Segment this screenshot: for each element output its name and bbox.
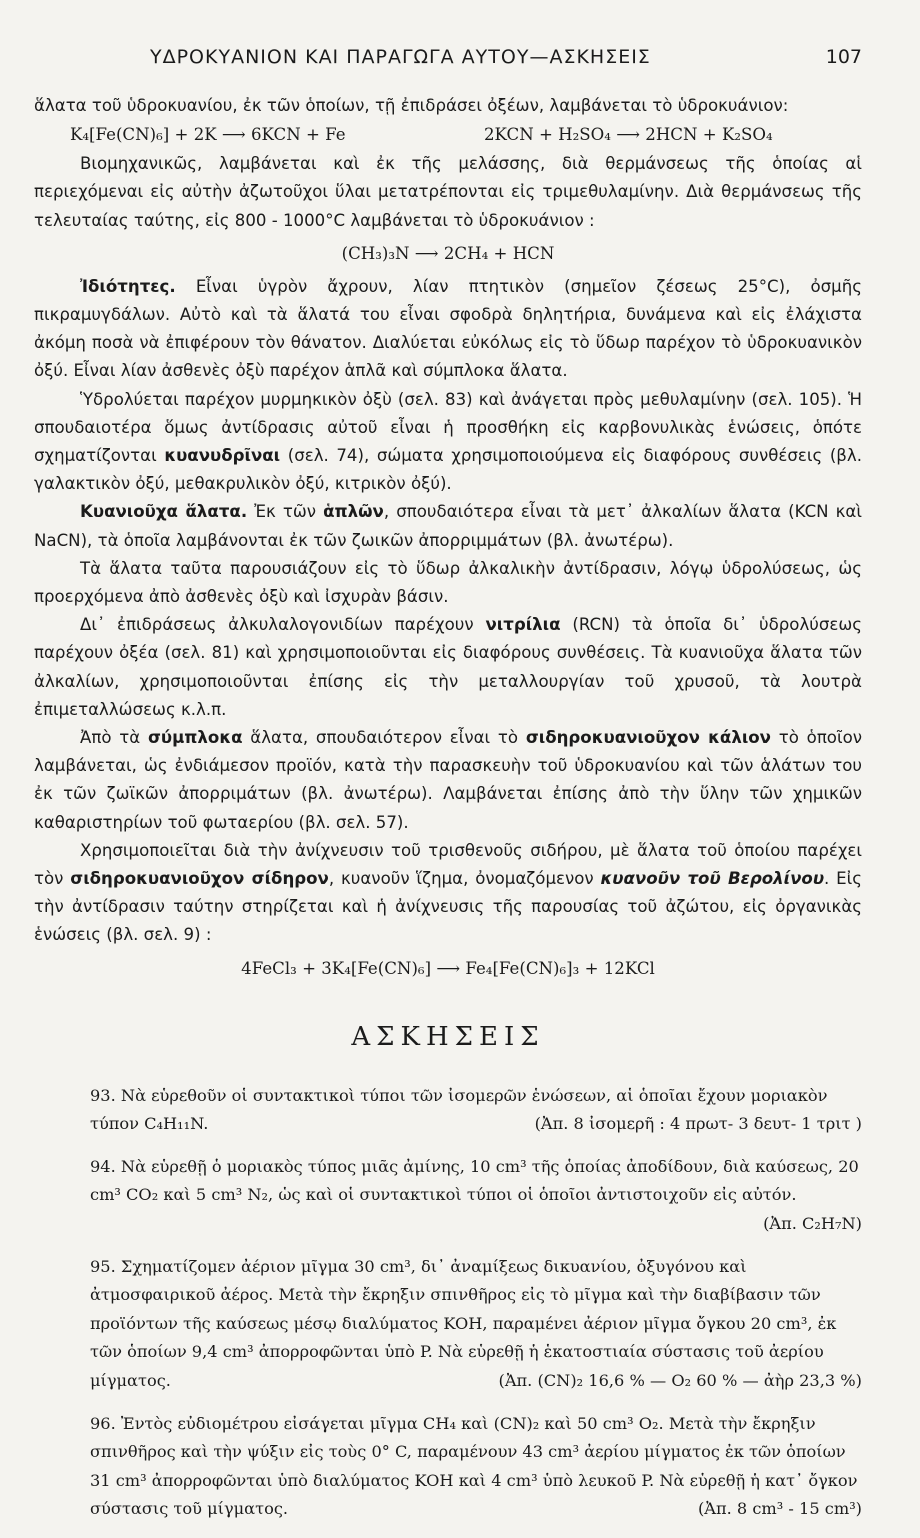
berlin-blue-term: κυανοῦν τοῦ Βερολίνου [600,869,825,889]
exercise-number: 93. [90,1085,116,1105]
exercise-answer: (Ἀπ. C₂H₇N) [763,1214,862,1234]
cyanide-text-b: , σπουδαιότερα εἶναι τὰ μετ᾽ ἀλκαλίων ἅλατα (KCN καὶ NaCN), τὰ ὁποῖα λαμβάνονται ἐκ τῶν ζωικῶν ἀπορριμμάτων (βλ. ἀνωτέρω). [34,502,862,550]
simple-term: ἁπλῶν [323,502,384,522]
exercise-number: 96. [90,1413,116,1433]
exercise-item [34,1410,862,1524]
complex-text-c: τὸ ὁποῖον λαμβάνεται, ὡς ἐνδιάμεσον προϊόν, κατὰ τὴν παρασκευὴν τοῦ ὑδροκυανίου καὶ τῶν ἁλάτων του ἐκ τῶν ζωϊκῶν ἀπορριμάτων (βλ. ἀνωτέρω). Λαμβάνεται ἐπίσης ἀπὸ τὴν ὕλην τῶν χημικῶν καθαριστηρίων τοῦ φωταερίου (βλ. σελ. 57). [34,728,862,832]
exercise-item [34,1253,862,1396]
hydrolysis-text-a: Ὑδρολύεται παρέχον μυρμηκικὸν ὀξὺ (σελ. 83) καὶ ἀνάγεται πρὸς μεθυλαμίνην (σελ. 105). Ἡ σπουδαιοτέρα ὅμως ἀντίδρασις αὐτοῦ εἶναι ἡ προσθήκη εἰς καρβονυλικὰς ἑνώσεις, ὁπότε σχηματίζονται [34,389,862,466]
iron-detection-paragraph [34,837,862,950]
complex-term: σύμπλοκα [147,728,243,748]
exercise-text: Ἐντὸς εὐδιομέτρου εἰσάγεται μῖγμα CH₄ καὶ (CN)₂ καὶ 50 cm³ O₂. Μετὰ τὴν ἔκρηξιν σπινθῆρος καὶ τὴν ψύξιν εἰς τοὺς 0° C, παραμένουν 43 cm³ ἀερίου μίγματος ἐκ τῶν ὁποίων 31 cm³ ἀπορροφῶνται ὑπὸ διαλύματος KOH καὶ 4 cm³ ὑπὸ λευκοῦ P. Νὰ εὑρεθῇ ἡ κατ᾽ ὄγκον σύστασις τοῦ μίγματος. [90,1413,858,1519]
exercises-heading: ΑΣΚΗΣΕΙΣ [351,1021,545,1052]
cyanide-text-a: Ἐκ τῶν [247,502,324,522]
complex-text-b: ἅλατα, σπουδαιότερον εἶναι τὸ [242,728,526,748]
cyanide-salts-paragraph [34,498,862,554]
salt-hydrolysis-paragraph: Τὰ ἅλατα ταῦτα παρουσιάζουν εἰς τὸ ὕδωρ ἀλκαλικὴν ἀντίδρασιν, λόγῳ ὑδρολύσεως, ὡς προερχόμενα ἀπὸ ἀσθενὲς ὀξὺ καὶ ἰσχυρὰν βάσιν. [34,558,862,607]
use-text-b: , κυανοῦν ἵζημα, ὀνομαζόμενον [328,869,601,889]
nitriles-term: νιτρίλια [485,615,561,635]
exercise-text: Νὰ εὑρεθῇ ὁ μοριακὸς τύπος μιᾶς ἀμίνης, 10 cm³ τῆς ὁποίας ἀποδίδουν, διὰ καύσεως, 20 cm³ CO₂ καὶ 5 cm³ N₂, ὡς καὶ οἱ συντακτικοὶ τύποι οἱ ὁποῖοι ἀντιστοιχοῦν εἰς αὐτόν. [90,1156,859,1205]
exercise-answer: (Ἀπ. 8 ἰσομερῆ : 4 πρωτ- 3 δευτ- 1 τριτ ) [534,1114,862,1134]
equation-sulfuric: 2KCN + H₂SO₄ ⟶ 2HCN + K₂SO₄ [484,125,773,145]
cyanide-salts-label: Κυανιοῦχα ἅλατα. [80,502,248,522]
equation-row-1 [34,120,862,150]
exercise-text: Σχηματίζομεν ἀέριον μῖγμα 30 cm³, δι᾽ ἀναμίξεως δικυανίου, ὀξυγόνου καὶ ἀτμοσφαιρικοῦ ἀέρος. Μετὰ τὴν ἔκρηξιν σπινθῆρος εἰς τὸ μῖγμα καὶ τὴν διαβίβασιν τῶν προϊόντων τῆς καύσεως μέσῳ διαλύματος KOH, παραμένει ἀέριον μῖγμα ὄγκου 20 cm³, ἐκ τῶν ὁποίων 9,4 cm³ ἀπορροφῶνται ὑπὸ P. Νὰ εὑρεθῇ ἡ ἑκατοστιαία σύστασις τοῦ ἀερίου μίγματος. [90,1256,837,1391]
running-title: ΥΔΡΟΚΥΑΝΙΟΝ ΚΑΙ ΠΑΡΑΓΩΓΑ ΑΥΤΟΥ—ΑΣΚΗΣΕΙΣ [150,46,651,68]
complex-salts-paragraph [34,724,862,837]
ferrocyanide-term: σιδηροκυανιοῦχον κάλιον [525,728,771,748]
exercise-number: 95. [90,1256,116,1276]
exercise-answer: (Ἀπ. (CN)₂ 16,6 % — O₂ 60 % — ἀὴρ 23,3 %) [498,1371,862,1391]
prussian-term: σιδηροκυανιοῦχον σίδηρον [70,869,329,889]
properties-label: Ἰδιότητες. [80,276,176,296]
page-body [34,92,862,1538]
equation-ferrocyanide: K₄[Fe(CN)₆] + 2K ⟶ 6KCN + Fe [70,125,346,145]
use-text-a: Χρησιμοποιεῖται διὰ τὴν ἀνίχνευσιν τοῦ τρισθενοῦς σιδήρου, μὲ ἅλατα τοῦ ὁποίου παρέχει τὸν [34,840,862,889]
industrial-paragraph: Βιομηχανικῶς, λαμβάνεται καὶ ἐκ τῆς μελάσσης, διὰ θερμάνσεως τῆς ὁποίας αἱ περιεχόμεναι εἰς αὐτὴν ἀζωτοῦχοι ὕλαι μετατρέπονται εἰς τριμεθυλαμίνην. Διὰ θερμάνσεως τῆς τελευταίας ταύτης, εἰς 800 - 1000°C λαμβάνεται τὸ ὑδροκυάνιον : [34,154,862,230]
page-number: 107 [825,46,862,68]
exercise-number: 94. [90,1156,116,1176]
exercise-item [34,1082,862,1139]
equation-prussian-blue: 4FeCl₃ + 3K₄[Fe(CN)₆] ⟶ Fe₄[Fe(CN)₆]₃ + 12KCl [241,958,655,978]
hydrolysis-paragraph [34,386,862,499]
exercise-list [34,1082,862,1524]
properties-text: Εἶναι ὑγρὸν ἄχρουν, λίαν πτητικὸν (σημεῖον ζέσεως 25°C), ὀσμῆς πικραμυγδάλων. Αὐτὸ καὶ τὰ ἅλατά του εἶναι σφοδρὰ δηλητήρια, δυνάμενα καὶ εἰς ἐλάχιστα ἀκόμη ποσὰ νὰ ἐπιφέρουν τὸν θάνατον. Διαλύεται εὐκόλως εἰς τὸ ὕδωρ παρέχον τὸ ὑδροκυανικὸν ὀξύ. Εἶναι λίαν ἀσθενὲς ὀξὺ παρέχον ἁπλᾶ καὶ σύμπλοκα ἅλατα. [34,276,862,381]
running-header [150,46,862,76]
properties-paragraph [34,273,862,386]
nitriles-paragraph [34,611,862,724]
exercise-answer: (Ἀπ. 8 cm³ - 15 cm³) [697,1499,862,1519]
hydrolysis-text-b: (σελ. 74), σώματα χρησιμοποιούμενα εἰς διαφόρους συνθέσεις (βλ. γαλακτικὸν ὀξύ, μεθακρυλικὸν ὀξύ, κιτρικὸν ὀξύ). [34,446,862,494]
use-text-c: . Εἰς τὴν ἀντίδρασιν ταύτην στηρίζεται καὶ ἡ ἀνίχνευσις τῆς παρουσίας τοῦ ἀζώτου, εἰς ὀργανικὰς ἑνώσεις (βλ. σελ. 9) : [34,869,863,945]
equation-trimethylamine: (CH₃)₃N ⟶ 2CH₄ + HCN [341,243,555,263]
intro-line: ἅλατα τοῦ ὑδροκυανίου, ἐκ τῶν ὁποίων, τῇ ἐπιδράσει ὀξέων, λαμβάνεται τὸ ὑδροκυάνιον: [34,96,789,115]
nitriles-text-b: (RCN) τὰ ὁποῖα δι᾽ ὑδρολύσεως παρέχουν ὀξέα (σελ. 81) καὶ χρησιμοποιοῦνται εἰς διαφόρους συνθέσεις. Τὰ κυανιοῦχα ἅλατα τῶν ἀλκαλίων, χρησιμοποιοῦνται ἐπίσης εἰς τὴν μεταλλουργίαν τοῦ χρυσοῦ, τὰ λουτρὰ ἐπιμεταλλώσεως κ.λ.π. [34,615,862,719]
complex-text-a: Ἀπὸ τὰ [80,728,148,748]
nitriles-text-a: Δι᾽ ἐπιδράσεως ἀλκυλαλογονιδίων παρέχουν [80,615,486,635]
exercise-item [34,1153,862,1239]
cyanohydrins-term: κυανυδρῖναι [164,446,281,466]
exercise-text: Νὰ εὑρεθοῦν οἱ συντακτικοὶ τύποι τῶν ἰσομερῶν ἑνώσεων, αἱ ὁποῖαι ἔχουν μοριακὸν τύπον C₄H₁₁N. [90,1085,828,1134]
